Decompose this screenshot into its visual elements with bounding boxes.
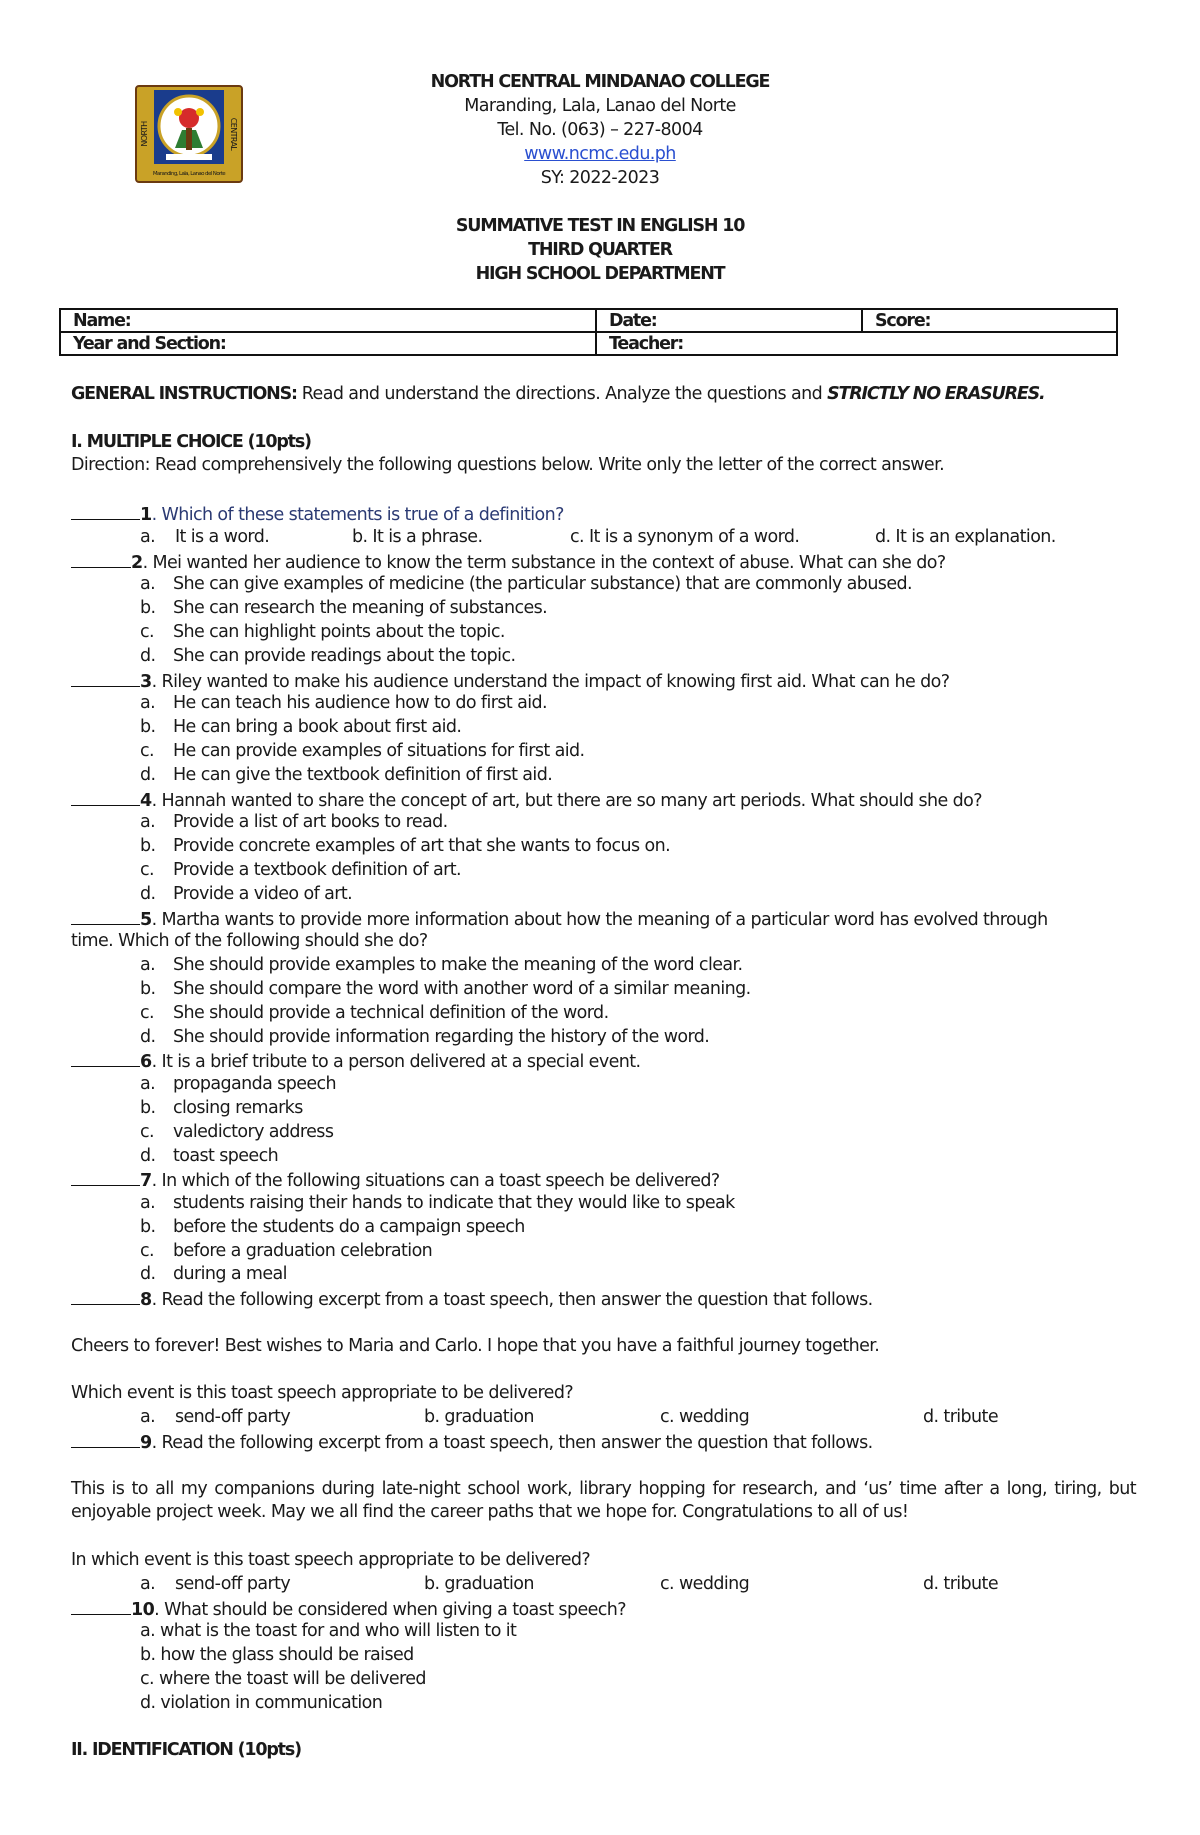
test-title-block bbox=[300, 214, 900, 286]
option-item bbox=[71, 1192, 1136, 1216]
option-letter: d. bbox=[140, 1145, 156, 1166]
question-number: 3 bbox=[140, 671, 152, 692]
option-letter: b. bbox=[140, 978, 156, 999]
option-b: b. graduation bbox=[424, 1573, 534, 1594]
option-letter: a. bbox=[140, 812, 156, 833]
option-text: toast speech bbox=[173, 1145, 279, 1166]
question-text: . Mei wanted her audience to know the term substance in the context of abuse. What can she do? bbox=[142, 552, 946, 573]
option-text: before a graduation celebration bbox=[173, 1240, 433, 1261]
question-number: 10 bbox=[131, 1599, 155, 1620]
option-item bbox=[71, 740, 1136, 764]
option-text: She can highlight points about the topic. bbox=[173, 621, 505, 642]
option-text: She can research the meaning of substances. bbox=[173, 598, 548, 619]
general-instructions bbox=[71, 383, 1136, 407]
option-item bbox=[71, 835, 1136, 859]
school-logo bbox=[130, 78, 248, 190]
option-letter: c. bbox=[140, 740, 154, 761]
question-8 bbox=[71, 1287, 1136, 1311]
q9-options bbox=[71, 1573, 1136, 1597]
question-number: 7 bbox=[140, 1171, 152, 1192]
option-item bbox=[71, 1121, 1136, 1145]
question-number: 5 bbox=[140, 909, 152, 930]
option-item bbox=[71, 1073, 1136, 1097]
option-d: d. It is an explanation. bbox=[875, 526, 1056, 547]
option-text: She should compare the word with another word of a similar meaning. bbox=[173, 978, 751, 999]
q9-excerpt: This is to all my companions during late-night school work, library hopping for research, and ‘us’ time after a long, tiring, but enjoyable project week. May we all find the career paths that we hope for. Congratulations to all of us! bbox=[71, 1478, 1136, 1523]
option-text: He can provide examples of situations for first aid. bbox=[173, 740, 585, 761]
option-c: c. wedding bbox=[660, 1573, 750, 1594]
teacher-field[interactable]: Teacher: bbox=[596, 332, 1117, 355]
year-section-field[interactable]: Year and Section: bbox=[60, 332, 596, 355]
option-letter: c. bbox=[140, 1240, 154, 1261]
option-item: c. where the toast will be delivered bbox=[140, 1669, 426, 1690]
student-info-table bbox=[59, 308, 1118, 356]
option-text: during a meal bbox=[173, 1264, 287, 1285]
answer-blank-1[interactable] bbox=[71, 502, 140, 520]
option-letter: d. bbox=[140, 1026, 156, 1047]
option-letter: a. bbox=[140, 1573, 156, 1594]
question-7 bbox=[71, 1168, 1136, 1192]
question-text: . It is a brief tribute to a person delivered at a special event. bbox=[151, 1052, 641, 1073]
answer-blank-4[interactable] bbox=[71, 788, 140, 806]
question-text: . In which of the following situations can a toast speech be delivered? bbox=[151, 1171, 720, 1192]
option-a: send-off party bbox=[175, 1407, 291, 1428]
option-letter: b. bbox=[140, 1097, 156, 1118]
question-number: 1 bbox=[140, 504, 152, 525]
question-10 bbox=[71, 1597, 1136, 1621]
question-text: . Riley wanted to make his audience understand the impact of knowing first aid. What can he do? bbox=[151, 671, 950, 692]
date-field[interactable]: Date: bbox=[596, 309, 862, 332]
option-letter: a. bbox=[140, 1074, 156, 1095]
answer-blank-6[interactable] bbox=[71, 1049, 140, 1067]
option-text: She can give examples of medicine (the particular substance) that are commonly abused. bbox=[173, 574, 912, 595]
option-item bbox=[71, 692, 1136, 716]
option-item bbox=[71, 597, 1136, 621]
option-letter: c. bbox=[140, 1002, 154, 1023]
option-text: closing remarks bbox=[173, 1097, 303, 1118]
option-text: He can bring a book about first aid. bbox=[173, 717, 462, 738]
option-letter: b. bbox=[140, 836, 156, 857]
option-text: Provide a video of art. bbox=[173, 883, 353, 904]
option-item bbox=[71, 811, 1136, 835]
option-item bbox=[71, 1240, 1136, 1264]
score-field[interactable]: Score: bbox=[862, 309, 1117, 332]
option-letter: d. bbox=[140, 764, 156, 785]
option-item: d. violation in communication bbox=[140, 1692, 383, 1713]
answer-blank-9[interactable] bbox=[71, 1430, 140, 1448]
question-number: 8 bbox=[140, 1290, 152, 1311]
option-item bbox=[71, 1026, 1136, 1050]
option-letter: c. bbox=[140, 621, 154, 642]
question-text-continued: time. Which of the following should she do? bbox=[71, 931, 428, 952]
answer-blank-7[interactable] bbox=[71, 1168, 140, 1186]
option-letter: b. bbox=[140, 598, 156, 619]
question-number: 9 bbox=[140, 1433, 152, 1454]
instructions-emphasis: STRICTLY NO ERASURES. bbox=[827, 384, 1045, 404]
option-item bbox=[71, 716, 1136, 740]
part2-heading: II. IDENTIFICATION (10pts) bbox=[71, 1740, 301, 1761]
option-text: She should provide examples to make the meaning of the word clear. bbox=[173, 955, 743, 976]
answer-blank-10[interactable] bbox=[71, 1597, 131, 1615]
logo-text-bottom: Maranding, Lala, Lanao del Norte bbox=[152, 171, 226, 177]
test-title: SUMMATIVE TEST IN ENGLISH 10 bbox=[455, 216, 745, 236]
question-text: . Martha wants to provide more information about how the meaning of a particular word has evolved through bbox=[151, 909, 1048, 930]
option-item bbox=[71, 1216, 1136, 1240]
answer-blank-5[interactable] bbox=[71, 907, 140, 925]
option-a: send-off party bbox=[175, 1573, 291, 1594]
q9-question: In which event is this toast speech appropriate to be delivered? bbox=[71, 1550, 591, 1571]
instructions-label: GENERAL INSTRUCTIONS: bbox=[71, 384, 297, 404]
question-text: . Read the following excerpt from a toast speech, then answer the question that follows. bbox=[151, 1290, 873, 1311]
option-item: b. how the glass should be raised bbox=[140, 1645, 414, 1666]
option-text: students raising their hands to indicate that they would like to speak bbox=[173, 1193, 735, 1214]
option-text: She should provide information regarding the history of the word. bbox=[173, 1026, 710, 1047]
option-text: before the students do a campaign speech bbox=[173, 1216, 525, 1237]
answer-blank-3[interactable] bbox=[71, 669, 140, 687]
option-letter: a. bbox=[140, 574, 156, 595]
option-item bbox=[71, 1097, 1136, 1121]
option-text: Provide concrete examples of art that she wants to focus on. bbox=[173, 836, 671, 857]
option-text: Provide a list of art books to read. bbox=[173, 812, 448, 833]
option-item bbox=[71, 645, 1136, 669]
q8-question: Which event is this toast speech appropriate to be delivered? bbox=[71, 1383, 574, 1404]
option-letter: a. bbox=[140, 1407, 156, 1428]
option-letter: c. bbox=[140, 859, 154, 880]
option-b: b. graduation bbox=[424, 1407, 534, 1428]
question-2 bbox=[71, 550, 1136, 574]
option-d: d. tribute bbox=[923, 1407, 998, 1428]
option-item bbox=[71, 978, 1136, 1002]
school-header bbox=[300, 70, 900, 190]
question-9 bbox=[71, 1430, 1136, 1454]
question-5 bbox=[71, 907, 1136, 931]
option-text: valedictory address bbox=[173, 1121, 334, 1142]
option-item bbox=[71, 1145, 1136, 1169]
question-text: . Hannah wanted to share the concept of art, but there are so many art periods. What should she do? bbox=[151, 790, 982, 811]
q8-excerpt: Cheers to forever! Best wishes to Maria and Carlo. I hope that you have a faithful journey together. bbox=[71, 1335, 880, 1356]
option-letter: a. bbox=[140, 693, 156, 714]
question-1 bbox=[71, 502, 1136, 526]
part1-direction: Direction: Read comprehensively the following questions below. Write only the letter of the correct answer. bbox=[71, 455, 945, 476]
option-item bbox=[71, 573, 1136, 597]
school-website-link[interactable]: www.ncmc.edu.ph bbox=[524, 144, 676, 164]
q1-options bbox=[71, 526, 1136, 550]
name-field[interactable]: Name: bbox=[60, 309, 596, 332]
test-quarter: THIRD QUARTER bbox=[528, 240, 672, 260]
answer-blank-2[interactable] bbox=[71, 550, 131, 568]
question-4 bbox=[71, 788, 1136, 812]
logo-text-left: NORTH bbox=[140, 121, 149, 147]
option-text: propaganda speech bbox=[173, 1074, 337, 1095]
option-item: a. what is the toast for and who will listen to it bbox=[140, 1621, 517, 1642]
exam-content bbox=[71, 383, 1136, 1763]
question-6 bbox=[71, 1049, 1136, 1073]
part1-heading: I. MULTIPLE CHOICE (10pts) bbox=[71, 431, 311, 452]
question-number: 4 bbox=[140, 790, 152, 811]
option-letter: a. bbox=[140, 955, 156, 976]
school-tel: Tel. No. (063) – 227-8004 bbox=[497, 120, 703, 140]
school-address: Maranding, Lala, Lanao del Norte bbox=[464, 96, 736, 116]
option-b: b. It is a phrase. bbox=[352, 526, 483, 547]
option-text: Provide a textbook definition of art. bbox=[173, 859, 461, 880]
option-text: He can teach his audience how to do first aid. bbox=[173, 693, 547, 714]
option-text: He can give the textbook definition of first aid. bbox=[173, 764, 553, 785]
option-letter: d. bbox=[140, 883, 156, 904]
option-text: She can provide readings about the topic. bbox=[173, 645, 516, 666]
option-letter: c. bbox=[140, 1121, 154, 1142]
option-item bbox=[71, 954, 1136, 978]
option-a: It is a word. bbox=[175, 526, 270, 547]
school-name: NORTH CENTRAL MINDANAO COLLEGE bbox=[430, 72, 770, 92]
question-text: . Which of these statements is true of a definition? bbox=[151, 504, 564, 525]
option-item bbox=[71, 1263, 1136, 1287]
option-item bbox=[71, 621, 1136, 645]
question-text: . What should be considered when giving a toast speech? bbox=[154, 1599, 626, 1620]
question-number: 2 bbox=[131, 552, 143, 573]
question-3 bbox=[71, 669, 1136, 693]
q8-options bbox=[71, 1406, 1136, 1430]
option-letter: d. bbox=[140, 645, 156, 666]
option-item bbox=[71, 883, 1136, 907]
option-c: c. wedding bbox=[660, 1407, 750, 1428]
option-d: d. tribute bbox=[923, 1573, 998, 1594]
logo-text-right: CENTRAL bbox=[229, 117, 238, 151]
option-letter: b. bbox=[140, 717, 156, 738]
option-c: c. It is a synonym of a word. bbox=[570, 526, 800, 547]
option-item bbox=[71, 859, 1136, 883]
option-letter: a. bbox=[140, 1193, 156, 1214]
option-letter: b. bbox=[140, 1216, 156, 1237]
instructions-text: Read and understand the directions. Analyze the questions and bbox=[296, 384, 828, 404]
question-text: . Read the following excerpt from a toast speech, then answer the question that follows. bbox=[151, 1433, 873, 1454]
option-letter: a. bbox=[140, 526, 156, 547]
option-letter: d. bbox=[140, 1264, 156, 1285]
option-item bbox=[71, 1002, 1136, 1026]
option-text: She should provide a technical definition of the word. bbox=[173, 1002, 609, 1023]
question-number: 6 bbox=[140, 1052, 152, 1073]
school-year: SY: 2022-2023 bbox=[540, 168, 660, 188]
answer-blank-8[interactable] bbox=[71, 1287, 140, 1305]
test-department: HIGH SCHOOL DEPARTMENT bbox=[475, 264, 725, 284]
option-item bbox=[71, 764, 1136, 788]
